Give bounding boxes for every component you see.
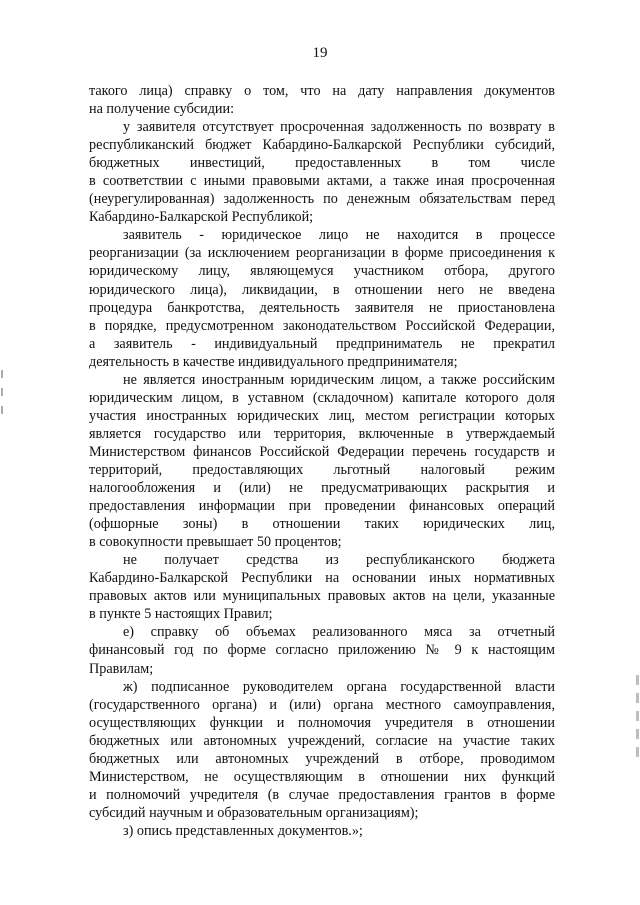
text-line: юридического лица), ликвидации, в отношении него не введена — [89, 281, 555, 298]
page-number: 19 — [312, 45, 328, 61]
text-line: не получает средства из республиканского бюджета — [123, 552, 555, 569]
scan-mark — [636, 675, 639, 685]
text-line: Министерством, не осуществляющим в отношении них функций — [89, 768, 555, 785]
text-line: (офшорные зоны) в отношении таких юридических лиц, — [89, 516, 555, 533]
text-line: Кабардино-Балкарской Республики на основании иных нормативных — [89, 570, 555, 587]
text-line: республиканский бюджет Кабардино-Балкарской Республики субсидий, — [89, 137, 555, 154]
text-line: такого лица) справку о том, что на дату направления документов — [89, 83, 555, 99]
text-line: территорий, предоставляющих льготный налоговый режим — [89, 461, 555, 478]
scan-edge-marks-right — [635, 675, 640, 795]
text-line: процедура банкротства, деятельность заявителя не приостановлена — [89, 299, 555, 316]
text-line: предоставления информации при проведении финансовых операций — [89, 498, 555, 515]
text-line: бюджетных или автономных учреждений, согласие на участие таких — [89, 732, 555, 749]
text-line: Кабардино-Балкарской Республикой; — [89, 209, 314, 226]
text-line: а заявитель - индивидуальный предприниматель не прекратил — [89, 335, 555, 352]
text-line: Правилам; — [89, 660, 154, 677]
text-line: з) опись представленных документов.»; — [123, 822, 363, 839]
scan-mark — [1, 388, 3, 396]
text-line: бюджетных или автономных учреждений в отборе, проводимом — [89, 750, 555, 767]
text-line: (государственного органа) и (или) органа местного самоуправления, — [89, 696, 555, 713]
text-line: субсидий научным и образовательным организациям); — [89, 804, 419, 821]
scan-mark — [636, 693, 639, 703]
text-line: реорганизации (за исключением реорганизации в форме присоединения к — [89, 245, 555, 262]
text-line: Министерством финансов Российской Федерации перечень государств и — [89, 443, 555, 460]
text-line: и полномочий учредителя (в случае предоставления грантов в форме — [89, 786, 555, 803]
text-line: осуществляющих функции и полномочия учредителя в отношении — [89, 714, 555, 731]
scan-edge-marks-left — [0, 370, 4, 440]
text-line: участия иностранных юридических лиц, местом регистрации которых — [89, 407, 555, 424]
document-body — [89, 82, 555, 840]
text-line: юридическому лицу, являющемуся участником отбора, другого — [89, 263, 555, 280]
scan-mark — [1, 406, 3, 414]
text-line: заявитель - юридическое лицо не находится в процессе — [123, 227, 555, 244]
text-line: финансовый год по форме согласно приложению № 9 к настоящим — [89, 642, 555, 659]
text-line: является государство или территория, включенные в утверждаемый — [89, 425, 555, 442]
text-line: в соответствии с иными правовыми актами, а также иная просроченная — [89, 173, 555, 190]
text-line: бюджетных инвестиций, предоставленных в том числе — [89, 155, 555, 172]
text-line: в пункте 5 настоящих Правил; — [89, 606, 273, 623]
text-line: юридическим лицом, в уставном (складочном) капитале которого доля — [89, 389, 555, 406]
scan-mark — [636, 747, 639, 757]
scan-mark — [1, 370, 3, 378]
text-line: е) справку об объемах реализованного мяса за отчетный — [123, 624, 555, 641]
scan-mark — [636, 711, 639, 721]
text-line: в совокупности превышает 50 процентов; — [89, 534, 342, 551]
text-line: (неурегулированная) задолженность по денежным обязательствам перед — [89, 191, 555, 208]
text-line: у заявителя отсутствует просроченная задолженность по возврату в — [123, 119, 555, 136]
text-line: не является иностранным юридическим лицом, а также российским — [123, 371, 555, 388]
scan-mark — [636, 729, 639, 739]
text-line: в порядке, предусмотренном законодательством Российской Федерации, — [89, 317, 555, 334]
text-line: деятельность в качестве индивидуального предпринимателя; — [89, 353, 458, 370]
text-line: налогообложения и (или) не предусматривающих раскрытия и — [89, 480, 555, 497]
text-line: на получение субсидии: — [89, 101, 235, 118]
text-line: ж) подписанное руководителем органа государственной власти — [123, 678, 555, 695]
text-line: правовых актов или муниципальных правовых актов на цели, указанные — [89, 588, 555, 605]
